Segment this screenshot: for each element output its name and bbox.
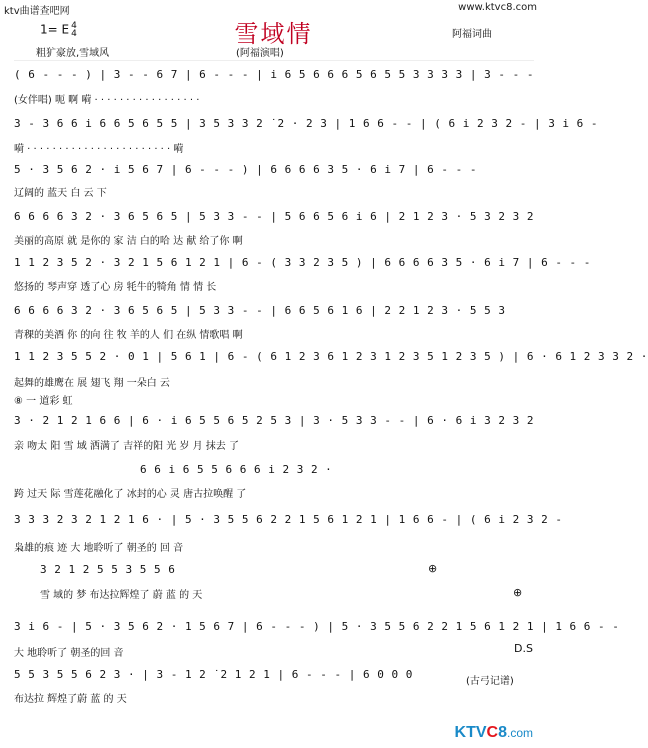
time-numerator: 4 <box>71 21 77 31</box>
watermark-top-right: www.ktvc8.com <box>458 2 537 13</box>
score-row-6-notes: 6 6 6 6 3 2 · 3 6 5 6 5 | 5 3 3 - - | 6 6 5 6 1 6 | 2 2 1 2 3 · 5 5 3 <box>14 304 506 317</box>
logo-ktv: KTV <box>454 724 487 741</box>
score-row-10-notes: 3 3 3 2 3 2 1 2 1 6 · | 5 · 3 5 5 6 2 2 1 5 6 1 2 1 | 1 6 6 - | ( 6 i 2 3 2 - <box>14 513 563 526</box>
score-row-8-lyrics: 亲 吻太 阳 雪 域 洒满了 吉祥的阳 光 岁 月 抹去 了 <box>14 441 239 452</box>
score-row-11-lyrics: 雪 域的 梦 布达拉辉煌了 蔚 蓝 的 天 <box>40 590 203 601</box>
score-row-12-lyrics: 大 地聆听了 朝圣的回 音 <box>14 648 124 659</box>
logo-c: C <box>486 724 499 741</box>
watermark-top-left: ktv曲谱查吧网 <box>4 6 70 17</box>
key-label: 1= E <box>40 22 70 37</box>
score-row-9-notes: 6 6 i 6 5 5 6 6 6 i 2 3 2 · <box>140 463 333 476</box>
score-row-11-notes: 3 2 1 2 5 5 3 5 5 6 <box>40 563 176 576</box>
score-row-2-notes: 3 - 3 6 6 i 6 6 5 6 5 5 | 3 5 3 3 2 ˙2 · 2 3 | 1 6 6 - - | ( 6 i 2 3 2 - | 3 i 6 - <box>14 117 599 130</box>
segno-sign-end: ⊕ <box>513 586 523 599</box>
composer-credit: 阿福词曲 <box>452 29 492 40</box>
ds-marking: D.S <box>514 642 533 655</box>
score-row-5-notes: 1 1 2 3 5 2 · 3 2 1 5 6 1 2 1 | 6 - ( 3 3 2 3 5 ) | 6 6 6 6 3 5 · 6 i 7 | 6 - - - <box>14 256 591 269</box>
score-row-6-lyrics: 青稞的美酒 你 的向 往 牧 羊的人 们 在纵 情歌唱 啊 <box>14 330 243 341</box>
score-row-7-notes: 1 1 2 3 5 5 2 · 0 1 | 5 6 1 | 6 - ( 6 1 2 3 6 1 2 3 1 2 3 5 1 2 3 5 ) | 6 · 6 1 2 3 3 2 · <box>14 350 648 363</box>
score-row-2-lyrics: 嗬 · · · · · · · · · · · · · · · · · · · · · · · 嗬 <box>14 144 184 155</box>
score-row-3-lyrics: 辽阔的 蓝天 白 云 下 <box>14 188 107 199</box>
score-row-7-lyrics-alt: ⑧ 一 道彩 虹 <box>14 396 73 407</box>
logo-8: 8 <box>498 724 507 741</box>
score-row-13-lyrics: 布达拉 辉煌了蔚 蓝 的 天 <box>14 694 127 705</box>
score-row-1-notes: ( 6 - - - ) | 3 - - 6 7 | 6 - - - | i 6 5 6 6 6 5 6 5 5 3 3 3 3 | 3 - - - <box>14 68 534 81</box>
score-row-5-lyrics: 悠扬的 琴声穿 透了心 房 牦牛的犄角 情 情 长 <box>14 282 217 293</box>
tempo-marking: 粗犷豪放,雪域风 <box>36 48 110 59</box>
transcriber-credit: (古弓记谱) <box>466 676 514 687</box>
score-row-9-lyrics: 跨 过天 际 雪莲花融化了 冰封的心 灵 唐古拉唤醒 了 <box>14 489 247 500</box>
score-row-4-lyrics: 美丽的高原 就 是你的 家 洁 白的哈 达 献 给了你 啊 <box>14 236 243 247</box>
score-row-3-notes: 5 · 3 5 6 2 · i 5 6 7 | 6 - - - ) | 6 6 6 6 3 5 · 6 i 7 | 6 - - - <box>14 163 477 176</box>
score-row-8-notes: 3 · 2 1 2 1 6 6 | 6 · i 6 5 5 6 5 2 5 3 | 3 · 5 3 3 - - | 6 · 6 i 3 2 3 2 <box>14 414 534 427</box>
score-row-7-lyrics: 起舞的雄鹰在 展 翅飞 翔 一朵白 云 <box>14 378 170 389</box>
site-logo <box>455 724 533 742</box>
score-row-12-notes: 3 i 6 - | 5 · 3 5 6 2 · 1 5 6 7 | 6 - - - ) | 5 · 3 5 5 6 2 2 1 5 6 1 2 1 | 1 6 6 - - <box>14 620 620 633</box>
key-signature <box>40 22 77 38</box>
segno-sign: ⊕ <box>428 562 438 575</box>
score-row-13-notes: 5 5 3 5 5 6 2 3 · | 3 - 1 2 ˙2 1 2 1 | 6 - - - | 6 0 0 0 <box>14 668 413 681</box>
score-row-1-lyrics: (女伴唱) 呃 啊 嗬 · · · · · · · · · · · · · · · · · <box>14 95 200 106</box>
logo-dotcom: .com <box>506 726 533 740</box>
time-signature <box>71 22 77 38</box>
score-row-4-notes: 6 6 6 6 3 2 · 3 6 5 6 5 | 5 3 3 - - | 5 6 6 5 6 i 6 | 2 1 2 3 · 5 3 2 3 2 <box>14 210 534 223</box>
singer-credit: (阿福演唱) <box>236 48 284 59</box>
score-row-10-lyrics: 枭雄的痕 迹 大 地聆听了 朝圣的 回 音 <box>14 543 184 554</box>
time-denominator: 4 <box>71 29 77 39</box>
header-divider <box>14 60 534 61</box>
song-title: 雪域情 <box>234 20 313 48</box>
